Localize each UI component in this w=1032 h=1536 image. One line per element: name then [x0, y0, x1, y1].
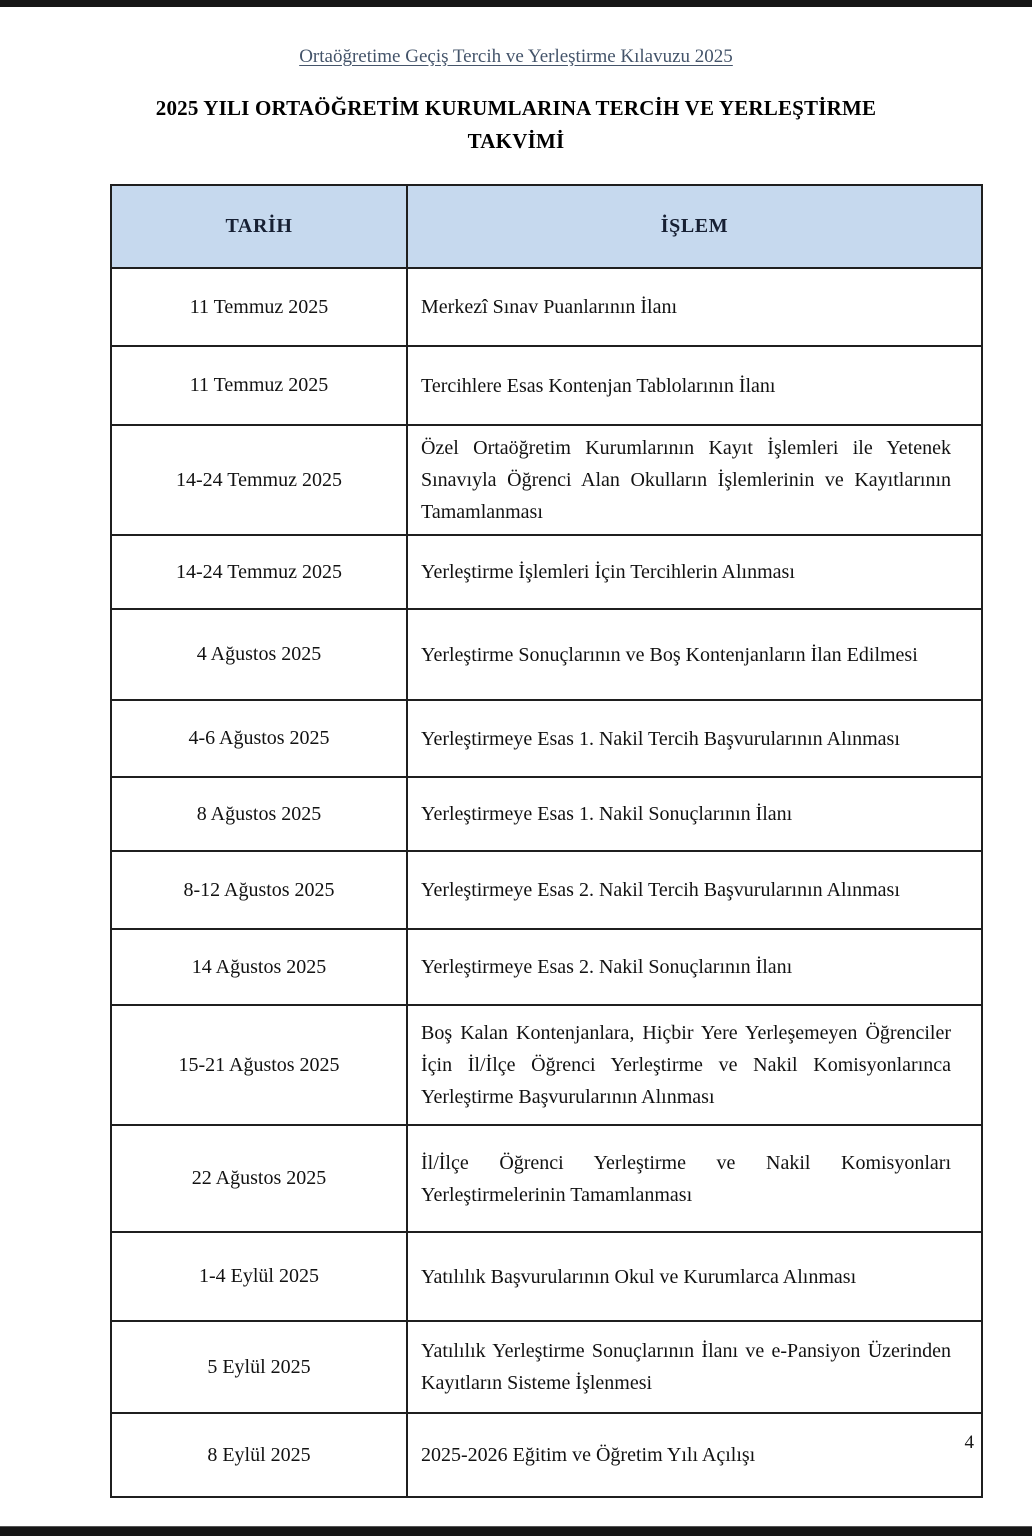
- action-cell: Yerleştirmeye Esas 2. Nakil Tercih Başvurularının Alınması: [407, 851, 982, 929]
- action-cell: Merkezî Sınav Puanlarının İlanı: [407, 268, 982, 346]
- table-row: [111, 1125, 982, 1232]
- table-row: [111, 535, 982, 609]
- action-cell: Yatılılık Başvurularının Okul ve Kurumlarca Alınması: [407, 1232, 982, 1321]
- action-cell: Tercihlere Esas Kontenjan Tablolarının İlanı: [407, 346, 982, 425]
- table-row: [111, 929, 982, 1005]
- date-cell: 8 Ağustos 2025: [111, 777, 407, 851]
- date-cell: 11 Temmuz 2025: [111, 346, 407, 425]
- table-row: [111, 1413, 982, 1497]
- column-header-tarih: TARİH: [111, 185, 407, 268]
- date-cell: 14-24 Temmuz 2025: [111, 535, 407, 609]
- table-row: [111, 609, 982, 700]
- date-cell: 14-24 Temmuz 2025: [111, 425, 407, 535]
- action-cell: Yerleştirme Sonuçlarının ve Boş Kontenjanların İlan Edilmesi: [407, 609, 982, 700]
- date-cell: 14 Ağustos 2025: [111, 929, 407, 1005]
- table-row: [111, 346, 982, 425]
- table-header: [111, 185, 982, 268]
- date-cell: 1-4 Eylül 2025: [111, 1232, 407, 1321]
- date-cell: 8 Eylül 2025: [111, 1413, 407, 1497]
- action-cell: Yerleştirme İşlemleri İçin Tercihlerin Alınması: [407, 535, 982, 609]
- action-cell: Boş Kalan Kontenjanlara, Hiçbir Yere Yerleşemeyen Öğrenciler İçin İl/İlçe Öğrenci Yerleştirme ve Nakil Komisyonlarınca Yerleştirme Başvurularının Alınması: [407, 1005, 982, 1125]
- table-row: [111, 700, 982, 777]
- date-cell: 8-12 Ağustos 2025: [111, 851, 407, 929]
- action-cell: Yerleştirmeye Esas 2. Nakil Sonuçlarının İlanı: [407, 929, 982, 1005]
- schedule-table: [110, 184, 983, 1498]
- action-cell: İl/İlçe Öğrenci Yerleştirme ve Nakil Komisyonları Yerleştirmelerinin Tamamlanması: [407, 1125, 982, 1232]
- letterbox-bar-bottom: [0, 1526, 1032, 1536]
- date-cell: 5 Eylül 2025: [111, 1321, 407, 1413]
- table-row: [111, 1005, 982, 1125]
- date-cell: 4 Ağustos 2025: [111, 609, 407, 700]
- table-row: [111, 777, 982, 851]
- action-cell: Yatılılık Yerleştirme Sonuçlarının İlanı ve e-Pansiyon Üzerinden Kayıtların Sisteme İşlenmesi: [407, 1321, 982, 1413]
- date-cell: 15-21 Ağustos 2025: [111, 1005, 407, 1125]
- guide-title-link[interactable]: Ortaöğretime Geçiş Tercih ve Yerleştirme Kılavuzu 2025: [299, 46, 733, 67]
- page-number: 4: [964, 1432, 974, 1453]
- table-header-row: [111, 185, 982, 268]
- action-cell: Özel Ortaöğretim Kurumlarının Kayıt İşlemleri ile Yetenek Sınavıyla Öğrenci Alan Okulların İşlemlerinin ve Kayıtlarının Tamamlanması: [407, 425, 982, 535]
- table-row: [111, 851, 982, 929]
- letterbox-bar-top: [0, 0, 1032, 7]
- date-cell: 22 Ağustos 2025: [111, 1125, 407, 1232]
- table-row: [111, 1321, 982, 1413]
- table-row: [111, 425, 982, 535]
- date-cell: 4-6 Ağustos 2025: [111, 700, 407, 777]
- action-cell: 2025-2026 Eğitim ve Öğretim Yılı Açılışı: [407, 1413, 982, 1497]
- date-cell: 11 Temmuz 2025: [111, 268, 407, 346]
- table-row: [111, 268, 982, 346]
- action-cell: Yerleştirmeye Esas 1. Nakil Tercih Başvurularının Alınması: [407, 700, 982, 777]
- table-body: [111, 268, 982, 1497]
- table-row: [111, 1232, 982, 1321]
- column-header-islem: İŞLEM: [407, 185, 982, 268]
- action-cell: Yerleştirmeye Esas 1. Nakil Sonuçlarının İlanı: [407, 777, 982, 851]
- page-title: 2025 YILI ORTAÖĞRETİM KURUMLARINA TERCİH VE YERLEŞTİRME TAKVİMİ: [155, 96, 877, 153]
